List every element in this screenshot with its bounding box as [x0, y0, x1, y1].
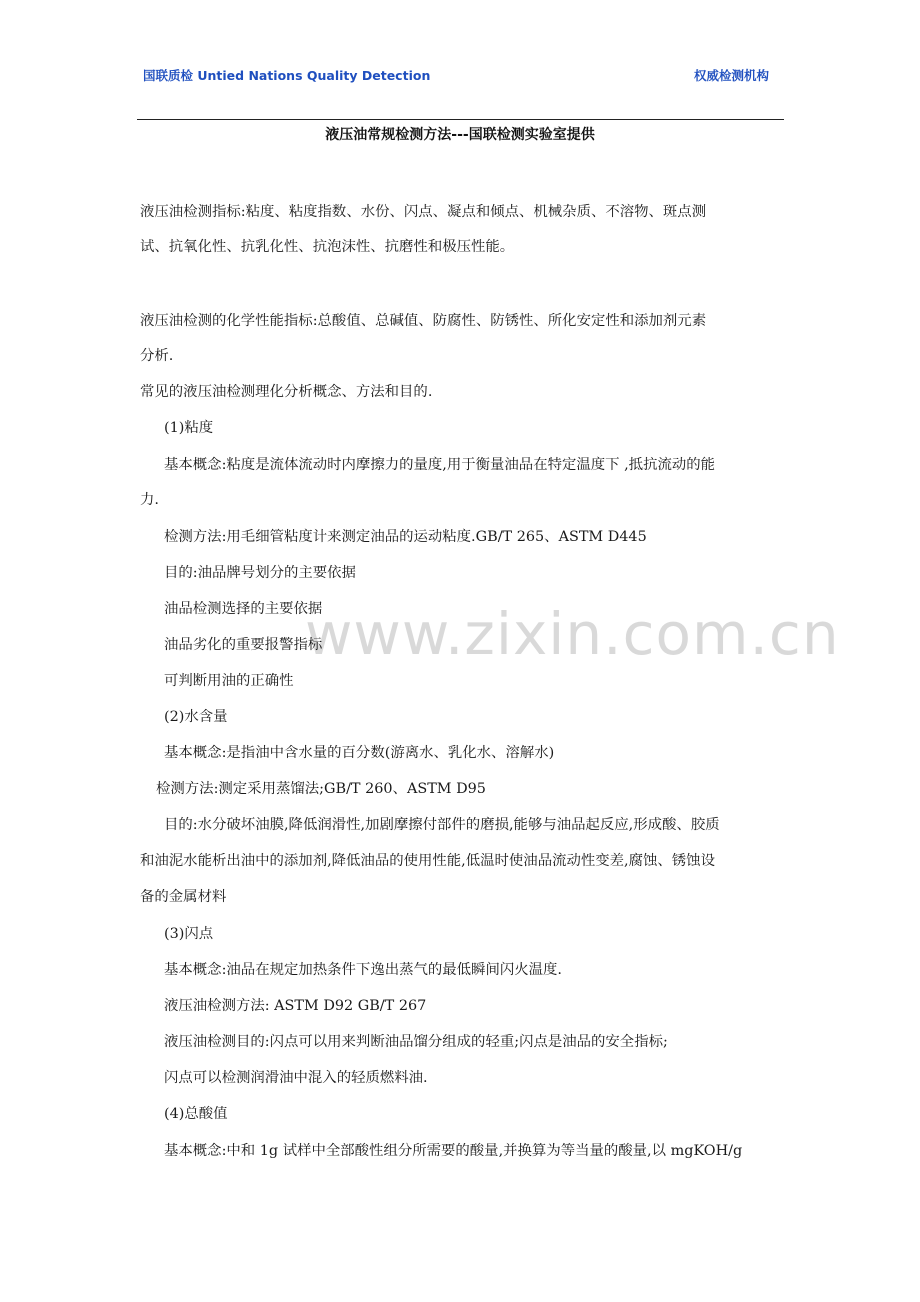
body-line: 液压油检测的化学性能指标:总酸值、总碱值、防腐性、防锈性、所化安定性和添加剂元素 — [140, 313, 707, 329]
body-line: 和油泥水能析出油中的添加剂,降低油品的使用性能,低温时使油品流动性变差,腐蚀、锈蚀设 — [140, 853, 715, 869]
body-line: 液压油检测方法: ASTM D92 GB/T 267 — [164, 998, 427, 1014]
body-line: 备的金属材料 — [140, 889, 227, 905]
header-divider — [137, 119, 784, 120]
body-line: 基本概念:粘度是流体流动时内摩擦力的量度,用于衡量油品在特定温度下 ,抵抗流动的能 — [164, 457, 716, 473]
body-line: 目的:油品牌号划分的主要依据 — [164, 565, 356, 581]
header-right-tagline: 权威检测机构 — [694, 68, 770, 83]
body-line: 检测方法:用毛细管粘度计来测定油品的运动粘度.GB/T 265、ASTM D445 — [164, 529, 647, 545]
body-line: 试、抗氧化性、抗乳化性、抗泡沫性、抗磨性和极压性能。 — [140, 239, 515, 255]
body-line: 力. — [140, 492, 159, 508]
body-line: 油品劣化的重要报警指标 — [164, 637, 323, 653]
body-line: 基本概念:是指油中含水量的百分数(游离水、乳化水、溶解水) — [164, 745, 555, 761]
body-line: 可判断用油的正确性 — [164, 673, 294, 689]
body-line: 目的:水分破坏油膜,降低润滑性,加剧摩擦付部件的磨损,能够与油品起反应,形成酸、胶质 — [164, 817, 720, 833]
body-line: 液压油检测目的:闪点可以用来判断油品馏分组成的轻重;闪点是油品的安全指标; — [164, 1034, 668, 1050]
section-heading: (4)总酸值 — [164, 1106, 228, 1122]
body-line: 基本概念:中和 1g 试样中全部酸性组分所需要的酸量,并换算为等当量的酸量,以 mgKOH/g — [164, 1143, 743, 1159]
body-line: 分析. — [140, 348, 174, 364]
watermark: www.zixin.com.cn — [305, 600, 840, 668]
body-line: 检测方法:测定采用蒸馏法;GB/T 260、ASTM D95 — [156, 781, 486, 797]
section-heading: (2)水含量 — [164, 709, 228, 725]
body-line: 油品检测选择的主要依据 — [164, 601, 323, 617]
section-heading: (3)闪点 — [164, 926, 214, 942]
body-line: 基本概念:油品在规定加热条件下逸出蒸气的最低瞬间闪火温度. — [164, 962, 562, 978]
section-heading: (1)粘度 — [164, 420, 214, 436]
body-line: 液压油检测指标:粘度、粘度指数、水份、闪点、凝点和倾点、机械杂质、不溶物、斑点测 — [140, 204, 707, 220]
header-left-brand: 国联质检 Untied Nations Quality Detection — [143, 68, 431, 83]
body-line: 常见的液压油检测理化分析概念、方法和目的. — [140, 384, 433, 400]
body-line: 闪点可以检测润滑油中混入的轻质燃料油. — [164, 1070, 428, 1086]
document-title: 液压油常规检测方法---国联检测实验室提供 — [325, 127, 595, 143]
